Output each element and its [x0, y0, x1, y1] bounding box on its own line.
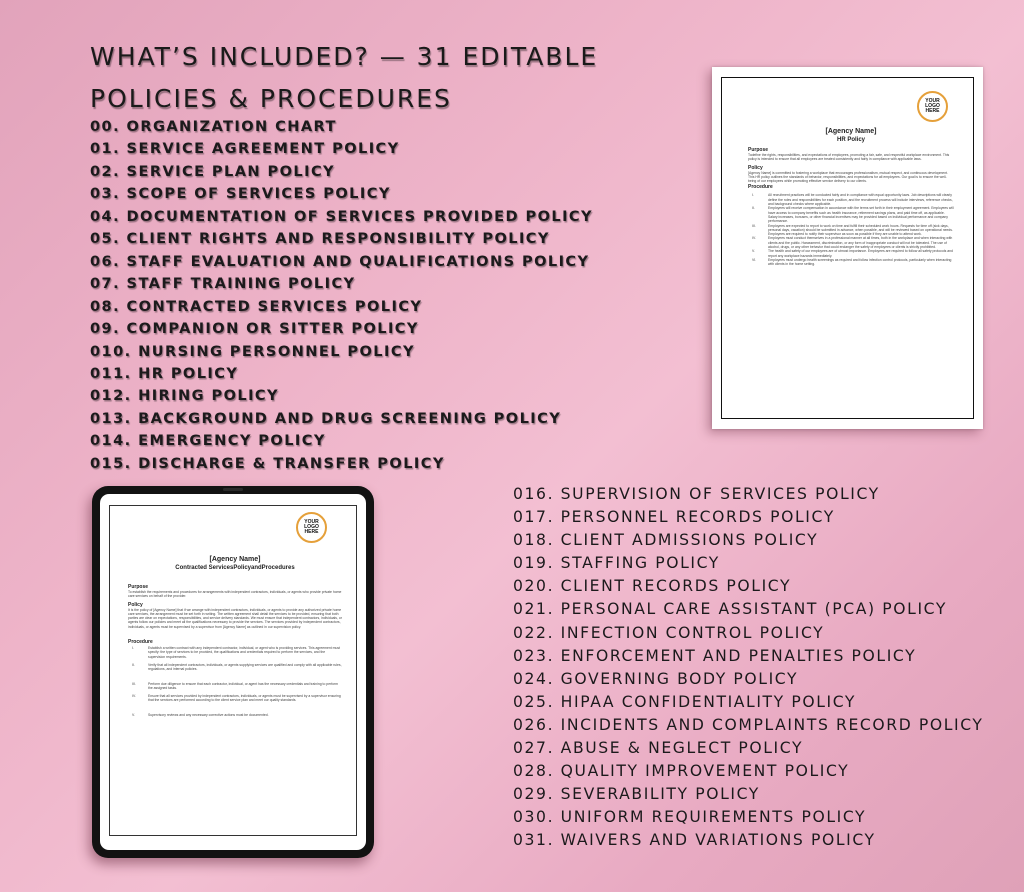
- procedure-number: V.: [132, 712, 135, 717]
- policy-item: 04. DOCUMENTATION OF SERVICES PROVIDED POLICY: [90, 207, 594, 225]
- procedure-item: [748, 206, 954, 223]
- procedure-item: [748, 224, 954, 237]
- procedure-text: Establish a written contract with any independent contractor, individual, or agent who is providing services. This agreement must specify: the type of services to be provided, the qualifications and credentials required to perform the services, and the supervision requirements.: [148, 646, 340, 659]
- procedure-item: [128, 663, 342, 672]
- procedure-number: VI.: [752, 257, 757, 262]
- procedure-text: Ensure that all services provided by independent contractors, individuals, or agents must be supervised by a supervisor ensuring that the services are performed according to the client service plan and meet our quality standards.: [148, 694, 341, 703]
- policy-item: 010. NURSING PERSONNEL POLICY: [90, 342, 415, 360]
- policy-item: 016. SUPERVISION OF SERVICES POLICY: [513, 485, 880, 503]
- procedure-item: [128, 713, 342, 717]
- logo-text: YOUR: [304, 519, 319, 525]
- procedure-text: Employees must conduct themselves in a professional manner at all times, both in the workplace and when interacting with clients and the public. Harassment, discrimination, or any form of inappropriate conduct will not be tolerated. The use of alcohol, drugs, or any other behavior that could endanger the safety of employees or clients is strictly prohibited.: [768, 236, 953, 250]
- procedure-text: Verify that all independent contractors, individuals, or agents supplying services are qualified and comply with all applicable rules, regulations, and internal policies.: [148, 662, 342, 672]
- procedure-number: I.: [132, 646, 134, 651]
- policy-item: 017. PERSONNEL RECORDS POLICY: [513, 508, 835, 527]
- procedure-list: [748, 193, 954, 266]
- policy-item: 05. CLIENT RIGHTS AND RESPONSIBILITY POLICY: [90, 230, 550, 248]
- procedure-text: Supervisory reviews and any necessary corrective actions must be documented.: [148, 712, 269, 717]
- policy-item: 011. HR POLICY: [90, 364, 239, 382]
- policy-list-left: [90, 116, 593, 475]
- tablet-device-mockup: [92, 486, 374, 858]
- policy-item: 012. HIRING POLICY: [90, 387, 279, 405]
- purpose-heading: Purpose: [748, 147, 769, 153]
- policy-item: 03. SCOPE OF SERVICES POLICY: [90, 185, 391, 203]
- procedure-text: Perform due diligence to ensure that each contractor, individual, or agent has the necessary credentials and training to perform the assigned tasks.: [148, 681, 338, 690]
- procedure-number: II.: [752, 206, 755, 211]
- procedure-text: The health and safety of our employees are of utmost importance. Employees are required to follow all safety protocols and report any workplace hazards immediately.: [768, 249, 953, 258]
- policy-item: 00. ORGANIZATION CHART: [90, 118, 337, 135]
- policy-item: 021. PERSONAL CARE ASSISTANT (PCA) POLICY: [513, 600, 947, 619]
- logo-placeholder-icon: [917, 91, 948, 122]
- policy-item: 015. DISCHARGE & TRANSFER POLICY: [90, 454, 445, 472]
- logo-text: YOUR: [925, 98, 940, 104]
- procedure-heading: Procedure: [748, 184, 773, 191]
- procedure-text: All recruitment practices will be conducted fairly and in compliance with equal opportunity laws. Job descriptions will clearly define the roles and responsibilities for each position, and the recruitment process will include interviews, reference checks, and background checks where applicable.: [768, 193, 953, 207]
- policy-item: 022. INFECTION CONTROL POLICY: [513, 623, 825, 642]
- document-agency-name: [Agency Name]: [825, 128, 877, 135]
- document-body: [748, 128, 954, 267]
- policy-heading: Policy: [128, 601, 143, 608]
- policy-item: 02. SERVICE PLAN POLICY: [90, 162, 336, 180]
- policy-item: 031. WAIVERS AND VARIATIONS POLICY: [513, 831, 876, 850]
- purpose-text: To establish the requirements and procedures for arrangements with independent contractors, individuals, or agents who provide private home care services on behalf of the provider.: [128, 590, 342, 599]
- procedure-heading: Procedure: [128, 639, 153, 646]
- policy-item: 013. BACKGROUND AND DRUG SCREENING POLICY: [90, 409, 562, 427]
- policy-item: 027. ABUSE & NEGLECT POLICY: [513, 739, 804, 758]
- policy-heading: Policy: [748, 164, 763, 171]
- procedure-item: [748, 193, 954, 206]
- policy-item: 014. EMERGENCY POLICY: [90, 432, 326, 450]
- policy-text: It is the policy of [Agency Name] that if we arrange with independent contractors, individuals, or agents to provide any authorized private home care services, the arrangement must be set forth in writing. The written agreement shall detail the services to be provided, ensuring that both parties are clear on expectations, responsibilities, and service delivery standards. We must ensure that independent contractors, individuals, or agents follow our policies and meet all the qualifications necessary to provide the services. The services provided by independent contractors, individuals, or agents must be supervised by a supervisor from [Agency Name] as outlined in our supervision policy.: [128, 607, 342, 629]
- policy-item: 024. GOVERNING BODY POLICY: [513, 669, 799, 688]
- procedure-item: [748, 249, 954, 258]
- procedure-text: Employees must undergo health screenings as required and follow infection control protocols, particularly when interacting with clients in the home setting.: [768, 257, 952, 267]
- policy-item: 09. COMPANION OR SITTER POLICY: [90, 320, 419, 338]
- procedure-item: [128, 646, 342, 659]
- procedure-item: [128, 682, 342, 691]
- logo-placeholder-icon: [296, 512, 327, 543]
- procedure-number: V.: [752, 249, 755, 254]
- policy-item: 030. UNIFORM REQUIREMENTS POLICY: [513, 808, 867, 827]
- hr-policy-document-preview: [712, 67, 983, 429]
- purpose-text: Todefine the rights, responsibilities, and expectations of employees, promoting a fair, safe, and respectful workplace environment. This policy is intended to ensure that all employees are treated consistently and fairly in compliance with applicable laws.: [748, 153, 950, 162]
- procedure-number: III.: [752, 223, 756, 228]
- policy-list-right: [513, 483, 984, 853]
- document-agency-name: [Agency Name]: [209, 556, 261, 563]
- procedure-text: Employees will receive compensation in accordance with the terms set forth in their employment agreement. Employees will have access to company benefits such as health insurance, retirement savings plans, and paid time off, as applicable. Salary increases, bonuses, or other financial incentives may be provided based on individual performance and company performance.: [768, 206, 954, 224]
- procedure-number: IV.: [132, 694, 136, 699]
- policy-item: 028. QUALITY IMPROVEMENT POLICY: [513, 762, 850, 781]
- logo-text: LOGO: [925, 103, 940, 109]
- document-title: HR Policy: [836, 137, 865, 143]
- policy-item: 06. STAFF EVALUATION AND QUALIFICATIONS POLICY: [90, 252, 590, 270]
- procedure-number: II.: [132, 662, 135, 667]
- policy-item: 07. STAFF TRAINING POLICY: [90, 275, 356, 293]
- purpose-heading: Purpose: [128, 584, 149, 590]
- procedure-number: IV.: [752, 236, 756, 241]
- policy-item: 018. CLIENT ADMISSIONS POLICY: [513, 531, 819, 550]
- heading-line-2: POLICIES & PROCEDURES: [90, 84, 452, 113]
- policy-item: 023. ENFORCEMENT AND PENALTIES POLICY: [513, 646, 917, 665]
- policy-item: 025. HIPAA CONFIDENTIALITY POLICY: [513, 692, 857, 711]
- policy-text: [Agency Name] is committed to fostering a workplace that encourages professionalism, mutual respect, and continuous development. This HR policy outlines the standards of behavior, responsibilities, and expectations for all employees. Our goal is to ensure the well-being of our employees while promoting effective service delivery to our clients.: [748, 170, 948, 184]
- policy-item: 01. SERVICE AGREEMENT POLICY: [90, 140, 400, 158]
- procedure-number: III.: [132, 681, 136, 686]
- document-title: Contracted ServicesPolicyandProcedures: [175, 565, 295, 571]
- tablet-screen: [100, 494, 366, 850]
- procedure-text: Employees are expected to report to work on time and fulfill their scheduled work hours. Requests for time off (sick days, personal days, vacation) should be submitted in advance, when possible, and will be reviewed based on operational needs. Employees are required to notify their supervisor as soon as possible if they are unable to attend work.: [768, 223, 953, 237]
- logo-text: HERE: [304, 529, 319, 535]
- heading-line-1: WHAT’S INCLUDED? — 31 EDITABLE: [90, 42, 599, 71]
- tablet-camera: [223, 488, 243, 491]
- policy-item: 019. STAFFING POLICY: [513, 554, 720, 573]
- procedure-list: [128, 646, 342, 717]
- document-body: [128, 556, 342, 717]
- procedure-item: [128, 694, 342, 703]
- logo-text: LOGO: [304, 524, 319, 530]
- procedure-item: [748, 236, 954, 249]
- policy-item: 08. CONTRACTED SERVICES POLICY: [90, 297, 423, 315]
- procedure-number: I.: [752, 193, 754, 198]
- logo-text: HERE: [925, 108, 940, 114]
- policy-item: 029. SEVERABILITY POLICY: [513, 785, 760, 804]
- policy-item: 020. CLIENT RECORDS POLICY: [513, 577, 792, 596]
- policy-item: 026. INCIDENTS AND COMPLAINTS RECORD POLICY: [513, 715, 984, 734]
- procedure-item: [748, 258, 954, 267]
- page-heading: [90, 36, 598, 120]
